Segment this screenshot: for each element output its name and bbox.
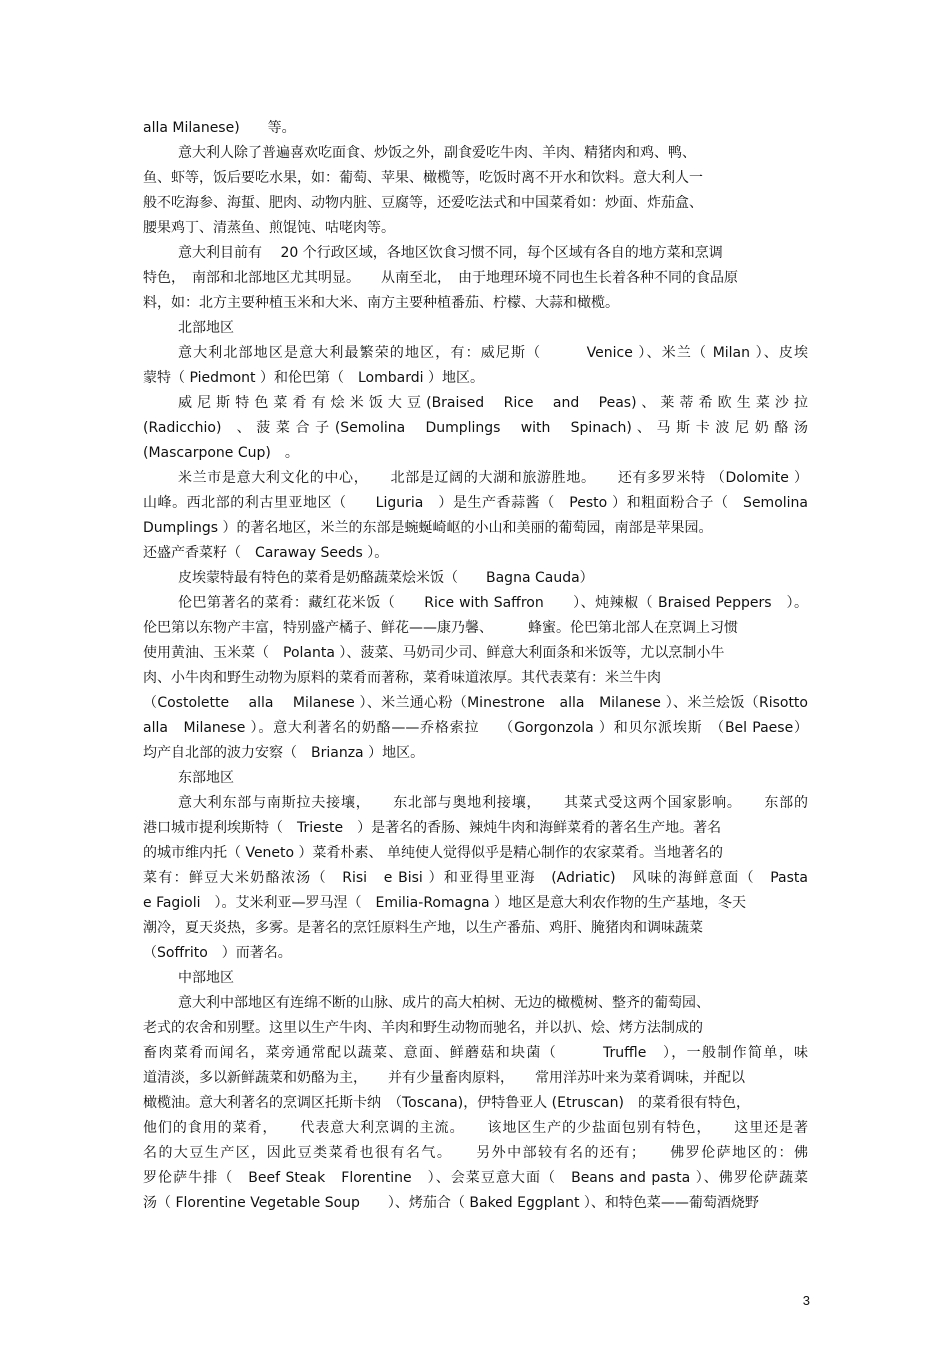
text-line: 威 尼 斯 特 色 菜 肴 有 烩 米 饭 大 豆 (Braised Rice and Peas) 、 莱 蒂 希 欧 生 菜 沙 拉 bbox=[178, 395, 808, 411]
text-line: 鱼、虾等，饭后要吃水果，如：葡萄、苹果、橄榄等，吃饭时离不开水和饮料。意大利人一 bbox=[143, 170, 703, 186]
text-line: 罗伦萨牛排（ Beef Steak Florentine ）、会菜豆意大面（ Beans and pasta ）、佛罗伦萨蔬菜 bbox=[143, 1170, 808, 1186]
text-line: alla Milanese) 等。 bbox=[143, 120, 296, 136]
text-line: 道清淡，多以新鲜蔬菜和奶酪为主， 并有少量畜肉原料， 常用洋苏叶来为菜肴调味，并配以 bbox=[143, 1070, 745, 1086]
text-line: 的城市维内托（ Veneto ）菜肴朴素、 单纯使人觉得似乎是精心制作的农家菜肴。当地著名的 bbox=[143, 845, 723, 861]
text-line: 般不吃海参、海蜇、肥肉、动物内脏、豆腐等，还爱吃法式和中国菜肴如：炒面、炸茄盒、 bbox=[143, 195, 703, 211]
text-line: （Soffrito ）而著名。 bbox=[143, 945, 292, 961]
text-line: Dumplings ）的著名地区，米兰的东部是蜿蜒崎岖的小山和美丽的葡萄园，南部是苹果园。 bbox=[143, 520, 713, 536]
text-line: e Fagioli ）。艾米利亚—罗马涅（ Emilia-Romagna ）地区是意大利农作物的生产基地，冬天 bbox=[143, 895, 746, 911]
text-line: 腰果鸡丁、清蒸鱼、煎馄饨、咕咾肉等。 bbox=[143, 220, 395, 236]
text-line: 中部地区 bbox=[178, 970, 234, 986]
text-line: 肉、小牛肉和野生动物为原料的菜肴而著称，菜肴味道浓厚。其代表菜有：米兰牛肉 bbox=[143, 670, 661, 686]
text-line: 米兰市是意大利文化的中心， 北部是辽阔的大湖和旅游胜地。 还有多罗米特 （Dolomite ） bbox=[178, 470, 808, 486]
text-line: 菜有：鲜豆大米奶酪浓汤（ Risi e Bisi ）和亚得里亚海 (Adriatic) 风味的海鲜意面（ Pasta bbox=[143, 870, 808, 886]
text-line: 意大利东部与南斯拉夫接壤， 东北部与奥地利接壤， 其菜式受这两个国家影响。 东部的 bbox=[178, 795, 808, 811]
text-line: 意大利目前有 20 个行政区域，各地区饮食习惯不同，每个区域有各自的地方菜和烹调 bbox=[178, 245, 723, 261]
page-number: 3 bbox=[802, 1293, 810, 1308]
text-line: 还盛产香菜籽（ Caraway Seeds ）。 bbox=[143, 545, 389, 561]
text-line: 意大利人除了普遍喜欢吃面食、炒饭之外，副食爱吃牛肉、羊肉、精猪肉和鸡、鸭、 bbox=[178, 145, 696, 161]
text-line: 潮冷，夏天炎热，多雾。是著名的烹饪原料生产地，以生产番茄、鸡肝、腌猪肉和调味蔬菜 bbox=[143, 920, 703, 936]
text-line: 特色， 南部和北部地区尤其明显。 从南至北， 由于地理环境不同也生长着各种不同的食品原 bbox=[143, 270, 738, 286]
text-line: 北部地区 bbox=[178, 320, 234, 336]
text-line: 他们的食用的菜肴， 代表意大利烹调的主流。 该地区生产的少盐面包别有特色， 这里还是著 bbox=[143, 1120, 808, 1136]
text-line: 料，如：北方主要种植玉米和大米、南方主要种植番茄、柠檬、大蒜和橄榄。 bbox=[143, 295, 619, 311]
text-line: 意大利北部地区是意大利最繁荣的地区，有：威尼斯（ Venice ）、米兰（ Milan ）、皮埃 bbox=[178, 345, 808, 361]
text-line: 伦巴第以东物产丰富，特别盛产橘子、鲜花——康乃馨、 蜂蜜。伦巴第北部人在烹调上习惯 bbox=[143, 620, 738, 636]
text-line: (Radicchio) 、 菠 菜 合 子 (Semolina Dumplings with Spinach) 、 马 斯 卡 波 尼 奶 酪 汤 bbox=[143, 420, 808, 436]
text-line: (Mascarpone Cup) 。 bbox=[143, 445, 299, 461]
text-line: 橄榄油。意大利著名的烹调区托斯卡纳 （Toscana)，伊特鲁亚人 (Etruscan) 的菜肴很有特色， bbox=[143, 1095, 751, 1111]
text-line: 山峰。西北部的利古里亚地区（ Liguria ）是生产香蒜酱（ Pesto ）和粗面粉合子（ Semolina bbox=[143, 495, 808, 511]
text-line: 皮埃蒙特最有特色的菜肴是奶酪蔬菜烩米饭（ Bagna Cauda） bbox=[178, 570, 594, 586]
text-line: （Costolette alla Milanese ）、米兰通心粉（Minestrone alla Milanese ）、米兰烩饭（Risotto bbox=[143, 695, 808, 711]
text-line: 使用黄油、玉米菜（ Polanta ）、菠菜、马奶司少司、鲜意大利面条和米饭等，尤以烹制小牛 bbox=[143, 645, 725, 661]
text-line: 畜肉菜肴而闻名，菜旁通常配以蔬菜、意面、鲜蘑菇和块菌（ Truffle ），一般制作简单，味 bbox=[143, 1045, 808, 1061]
text-line: 蒙特（ Piedmont ）和伦巴第（ Lombardi ）地区。 bbox=[143, 370, 484, 386]
text-line: 名的大豆生产区，因此豆类菜肴也很有名气。 另外中部较有名的还有； 佛罗伦萨地区的：佛 bbox=[143, 1145, 808, 1161]
text-line: 意大利中部地区有连绵不断的山脉、成片的高大柏树、无边的橄榄树、整齐的葡萄园、 bbox=[178, 995, 710, 1011]
text-line: 老式的农舍和别墅。这里以生产牛肉、羊肉和野生动物而驰名，并以扒、烩、烤方法制成的 bbox=[143, 1020, 703, 1036]
text-line: 汤（ Florentine Vegetable Soup ）、烤茄合（ Baked Eggplant ）、和特色菜——葡萄酒烧野 bbox=[143, 1195, 759, 1211]
text-line: 港口城市提利埃斯特（ Trieste ）是著名的香肠、辣炖牛肉和海鲜菜肴的著名生产地。著名 bbox=[143, 820, 722, 836]
text-line: alla Milanese ）。意大利著名的奶酪——乔格索拉 （Gorgonzola ）和贝尔派埃斯 （Bel Paese） bbox=[143, 720, 808, 736]
text-line: 均产自北部的波力安察（ Brianza ）地区。 bbox=[143, 745, 425, 761]
text-line: 东部地区 bbox=[178, 770, 234, 786]
text-line: 伦巴第著名的菜肴：藏红花米饭（ Rice with Saffron ）、炖辣椒（ Braised Peppers ）。 bbox=[178, 595, 808, 611]
